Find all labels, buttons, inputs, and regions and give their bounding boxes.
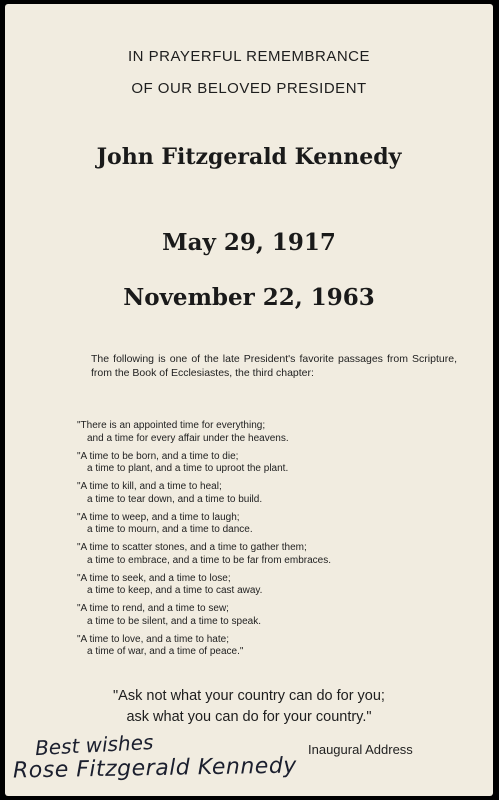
quote-line-1: "Ask not what your country can do for you; (113, 688, 385, 704)
verse-line: a time to embrace, and a time to be far from embraces. (87, 554, 331, 566)
verse (77, 573, 477, 598)
verse (77, 481, 477, 506)
scripture-passage (77, 420, 477, 664)
header-line-1: IN PRAYERFUL REMEMBRANCE (127, 48, 371, 65)
verse-line: "A time to seek, and a time to lose; (77, 572, 231, 584)
verse-line: "A time to be born, and a time to die; (77, 450, 239, 462)
verse-line: a time to tear down, and a time to build. (87, 493, 263, 505)
verse-line: a time of war, and a time of peace." (87, 646, 244, 657)
verse-line: a time to keep, and a time to cast away. (87, 585, 263, 596)
verse-line: "There is an appointed time for everything; (77, 420, 266, 431)
quote-line-2: ask what you can do for your country." (126, 709, 372, 725)
verse (77, 451, 477, 476)
verse (77, 634, 477, 659)
handwritten-signature: Rose Fitzgerald Kennedy (12, 753, 298, 784)
verse-line: "A time to weep, and a time to laugh; (77, 511, 240, 523)
verse-line: and a time for every affair under the heavens. (87, 432, 289, 444)
birth-date: May 29, 1917 (162, 229, 336, 256)
verse-line: "A time to scatter stones, and a time to gather them; (77, 542, 307, 553)
verse-line: "A time to love, and a time to hate; (77, 633, 229, 645)
verse (77, 542, 477, 567)
verse (77, 420, 477, 445)
verse-line: "A time to kill, and a time to heal; (77, 481, 222, 492)
verse-line: a time to be silent, and a time to speak. (87, 615, 261, 627)
verse-line: "A time to rend, and a time to sew; (77, 603, 229, 614)
inaugural-quote (5, 686, 493, 728)
header-line-2: OF OUR BELOVED PRESIDENT (131, 80, 367, 97)
verse-line: a time to mourn, and a time to dance. (87, 524, 253, 535)
intro-text: The following is one of the late President's favorite passages from Scripture, from the Book of Ecclesiastes, the third chapter: (91, 353, 457, 379)
verse-line: a time to plant, and a time to uproot the plant. (87, 463, 289, 474)
handwritten-greeting: Best wishes (34, 729, 154, 761)
memorial-card (5, 4, 493, 796)
death-date: November 22, 1963 (123, 284, 375, 311)
verse (77, 603, 477, 628)
verse (77, 512, 477, 537)
president-name: John Fitzgerald Kennedy (96, 144, 402, 170)
quote-attribution: Inaugural Address (308, 742, 413, 757)
